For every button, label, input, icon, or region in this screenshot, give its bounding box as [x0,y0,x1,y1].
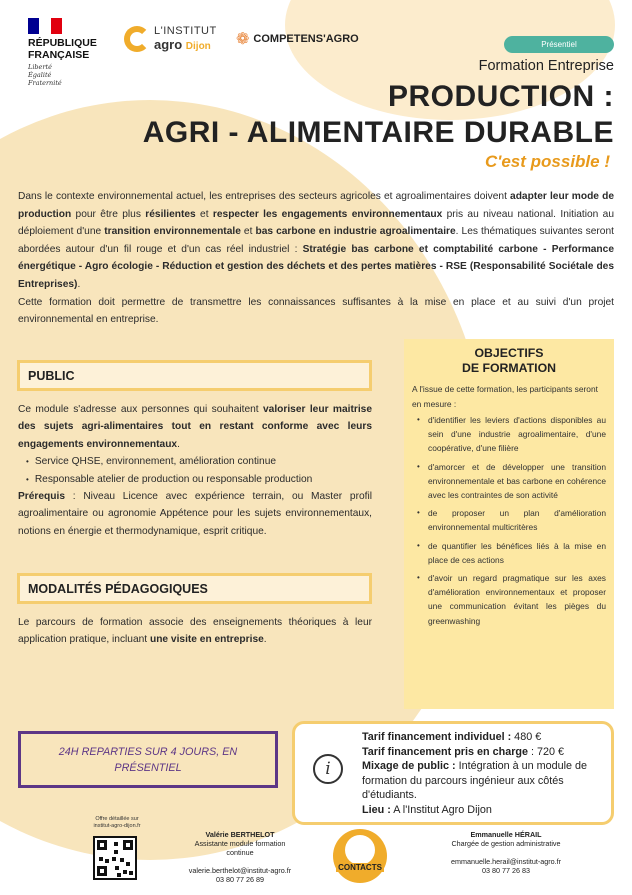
mixage-label: Mixage de public : [362,760,456,772]
institut-agro-line1: L'INSTITUT [154,25,217,37]
rf-motto-3: Fraternité [28,79,62,87]
modalites-heading: MODALITÉS PÉDAGOGIQUES [17,573,372,604]
intro-bold: bas carbone en industrie agroalimentaire [255,226,456,238]
rf-motto-1: Liberté [28,63,52,71]
intro-seg: pour être plus [71,208,146,220]
intro-bold: transition environnementale [104,226,241,238]
intro-seg: pris au niveau national. Initiation au déploiement d'une [18,208,614,238]
list-item: • d'amorcer et de développer une transition environnementale et bas carbone en cohérence avec les contraintes de son activité [412,460,606,503]
list-item: • de quantifier les bénéfices liés à la mise en place de ces actions [412,539,606,567]
institut-agro-line3: Dijon [185,41,211,52]
modalites-seg: . [263,634,267,646]
presentiel-badge: Présentiel [504,36,614,53]
prerequis-text: : Niveau Licence avec expérience terrain, ou Master profil agroalimentaire ou agronomie Appétence pour les sujets environnementaux, notions en énergie et thermodynamique, esprit critique. [18,491,372,537]
public-list [18,453,372,488]
contacts-label: CONTACTS [338,862,382,872]
prerequis-label: Prérequis [18,491,65,503]
intro-seg: . [77,278,81,290]
objectifs-title-line1: OBJECTIFS [474,346,544,360]
public-bold: valoriser leur maitrise des sujets agri-alimentaires tout en restant conforme avec leurs engagements environnementaux [18,404,372,450]
contact-email[interactable]: emmanuelle.herail@institut-agro.fr [451,857,561,866]
list-item: • de proposer un plan d'amélioration environnemental multicritères [412,506,606,534]
objectifs-list [412,413,606,628]
intro-bold: respecter les engagements environnementaux [212,208,443,220]
intro-bold: adapter leur mode de production [18,191,614,220]
formation-kicker: Formation Entreprise [478,58,614,74]
rf-name-line2: FRANÇAISE [28,49,90,61]
french-flag-icon [28,18,62,34]
subtitle: C'est possible ! [485,152,610,171]
list-item: • d'avoir un regard pragmatique sur les axes d'amélioration environnementaux et proposer une communication évitant les pièges du greenwashing [412,571,606,628]
competens-agro-logo [236,29,359,49]
qr-caption-line1: Offre détaillée sur [95,816,139,822]
contact-phone: 03 80 77 26 89 [216,875,264,884]
mixage-value: Intégration à un module de formation du parcours ingénieur aux côtés d'étudiants. [362,760,588,801]
intro-bold: Stratégie bas carbone et comptabilité carbone - Performance énergétique - Agro écologie - Réduction et gestion des déchets et des pertes matières - RSE (Responsabilité Sociétale des Entreprises) [18,243,614,290]
institut-agro-logo [124,25,217,52]
tarif-pris-en-charge-label: Tarif financement pris en charge [362,745,528,758]
contact-email[interactable]: valerie.berthelot@institut-agro.fr [188,866,292,875]
intro-seg: et [195,208,213,220]
duration-text: 24H REPARTIES SUR 4 JOURS, EN PRÉSENTIEL [58,745,238,774]
contact-name: Emmanuelle HÉRAIL [470,830,542,839]
objectifs-title-line2: DE FORMATION [461,361,557,375]
public-seg: . [177,438,180,450]
list-item: • Service QHSE, environnement, amélioration continue [26,453,372,470]
intro-text [18,188,614,329]
contact-phone: 03 80 77 26 83 [482,866,530,875]
contact-role: Assistante module formation [194,839,286,848]
lieu-value: A l'Institut Agro Dijon [390,803,492,816]
competens-agro-text: COMPETENS'AGRO [253,33,359,45]
qr-caption [74,816,160,830]
duration-box [18,731,278,788]
contact-role: Chargée de gestion administrative [451,839,561,848]
list-item: • d'identifier les leviers d'actions disponibles au sein d'une industrie agroalimentaire, d'une coopérative, d'une filière [412,413,606,456]
tarif-individuel-value: 480 € [511,731,542,743]
modalites-text [18,614,372,649]
intro-paragraph-2: Cette formation doit permettre de transmettre les connaissances suffisantes à la mise en place et au suivi d'un projet environnemental en entreprise. [18,296,614,326]
title-line1: PRODUCTION : [388,80,614,113]
public-seg: Ce module s'adresse aux personnes qui souhaitent [18,404,263,415]
info-icon: i [313,754,343,784]
tarif-pris-en-charge-value: : 720 € [528,745,565,758]
rf-motto-2: Égalité [28,71,52,79]
modalites-seg: Le parcours de formation associe des enseignements théoriques à leur application pratique, incluant [18,617,372,646]
qr-caption-line2: institut-agro-dijon.fr [93,823,141,829]
qr-code[interactable] [93,836,137,880]
contact-role: continue [226,848,254,857]
modalites-bold: une visite en entreprise [149,634,264,646]
swirl-icon: ❁ [236,31,250,48]
institut-agro-icon [124,26,150,52]
objectifs-intro: A l'issue de cette formation, les participants seront en mesure : [412,384,598,409]
public-heading: PUBLIC [17,360,372,391]
tarif-individuel-label: Tarif financement individuel : [362,731,512,743]
contact-name: Valérie BERTHELOT [205,830,275,839]
intro-bold: résilientes [145,208,196,220]
contacts-logo [333,829,387,883]
lieu-label: Lieu : [362,803,391,816]
intro-seg: . Les thématiques suivantes seront abordées autour d'un fil rouge et d'un cas réel industriel : [18,226,614,255]
institut-agro-line2: agro [154,37,183,52]
rf-name-line1: RÉPUBLIQUE [28,37,97,49]
list-item: • Responsable atelier de production ou responsable production [26,471,372,488]
contact-herail [406,830,606,875]
public-text [18,401,372,540]
pricing-box [292,721,614,825]
objectifs-box [404,339,614,709]
contact-berthelot [160,830,320,884]
intro-seg: et [240,226,256,238]
title-line2: AGRI - ALIMENTAIRE DURABLE [142,116,614,149]
intro-seg: Dans le contexte environnemental actuel, les entreprises des secteurs agricoles et agroalimentaires doivent [18,191,511,202]
republique-francaise-logo [28,18,118,87]
